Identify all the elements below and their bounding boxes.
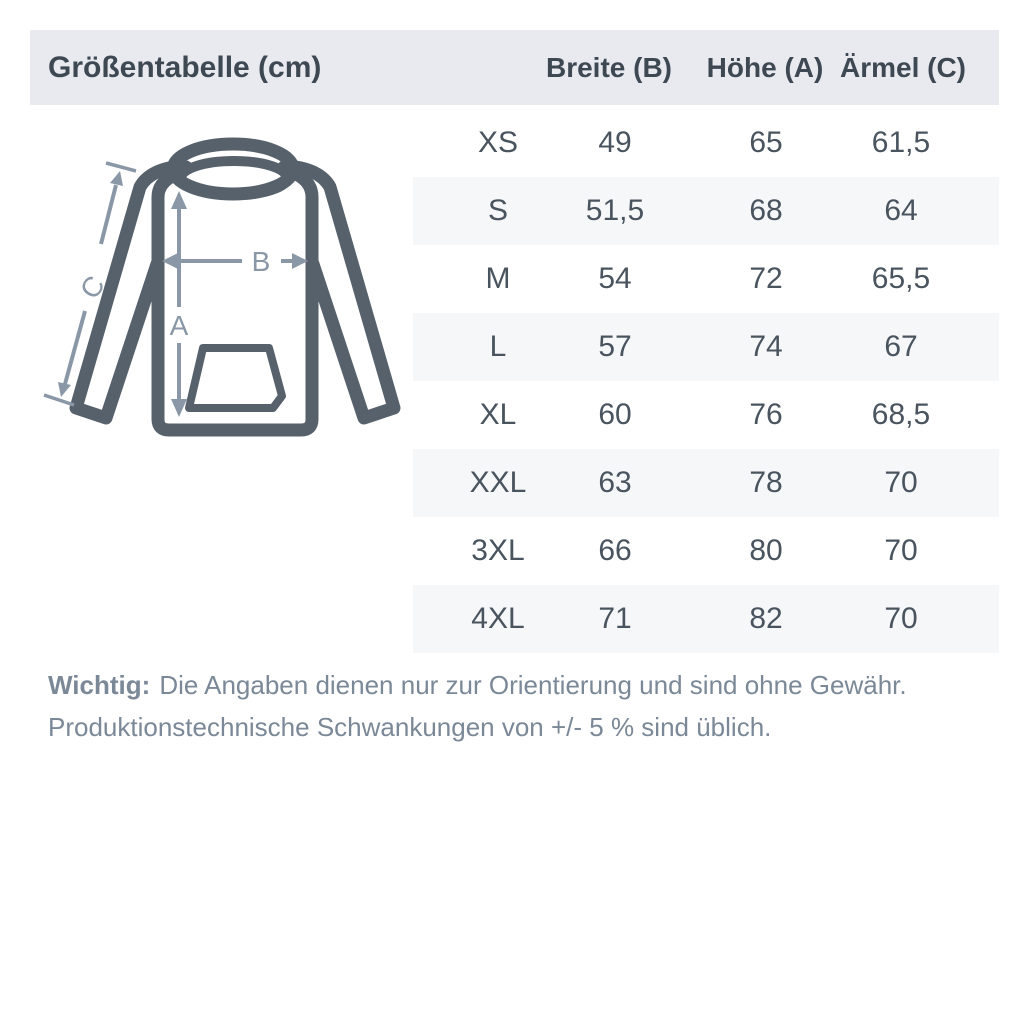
table-row-xxl bbox=[413, 449, 999, 517]
hoodie-right-sleeve bbox=[288, 166, 394, 418]
table-row-l bbox=[413, 313, 999, 381]
size-cell: XXL bbox=[469, 466, 527, 499]
disclaimer-line1: Die Angaben dienen nur zur Orientierung und sind ohne Gewähr. bbox=[159, 670, 907, 700]
aermel-cell: 64 bbox=[884, 194, 918, 227]
size-cell: XL bbox=[479, 398, 517, 431]
table-row-4xl bbox=[413, 585, 999, 653]
dimension-arrow-a bbox=[170, 191, 189, 417]
disclaimer-line2: Produktionstechnische Schwankungen von +/- 5 % sind üblich. bbox=[48, 712, 772, 742]
size-cell: S bbox=[487, 194, 509, 227]
disclaimer-note bbox=[48, 664, 988, 748]
disclaimer-bold-label: Wichtig: bbox=[48, 670, 151, 700]
column-header-breite: Breite (B) bbox=[545, 52, 673, 83]
column-header-aermel: Ärmel (C) bbox=[839, 52, 967, 83]
page-title: Größentabelle (cm) bbox=[48, 51, 322, 84]
breite-cell: 66 bbox=[598, 534, 632, 567]
column-header-hoehe: Höhe (A) bbox=[706, 52, 824, 83]
size-cell: 4XL bbox=[471, 602, 525, 635]
breite-cell: 51,5 bbox=[585, 194, 645, 227]
aermel-cell: 70 bbox=[884, 602, 918, 635]
size-cell: M bbox=[485, 262, 511, 295]
hoodie-measurement-diagram bbox=[40, 125, 408, 447]
aermel-cell: 68,5 bbox=[871, 398, 931, 431]
dimension-label-a: A bbox=[169, 310, 189, 341]
hoehe-cell: 76 bbox=[749, 398, 783, 431]
size-table bbox=[413, 109, 999, 653]
breite-cell: 60 bbox=[598, 398, 632, 431]
breite-cell: 49 bbox=[598, 126, 632, 159]
size-cell: 3XL bbox=[471, 534, 525, 567]
hoehe-cell: 72 bbox=[749, 262, 783, 295]
hoehe-cell: 82 bbox=[749, 602, 783, 635]
table-row-3xl bbox=[413, 517, 999, 585]
table-row-m bbox=[413, 245, 999, 313]
hoehe-cell: 74 bbox=[749, 330, 783, 363]
table-row-s bbox=[413, 177, 999, 245]
dimension-arrow-b bbox=[162, 246, 308, 277]
dimension-label-c: C bbox=[73, 270, 111, 305]
aermel-cell: 65,5 bbox=[871, 262, 931, 295]
hoehe-cell: 65 bbox=[749, 126, 783, 159]
size-cell: L bbox=[489, 330, 507, 363]
breite-cell: 63 bbox=[598, 466, 632, 499]
breite-cell: 57 bbox=[598, 330, 632, 363]
aermel-cell: 67 bbox=[884, 330, 918, 363]
size-cell: XS bbox=[477, 126, 519, 159]
table-row-xs bbox=[413, 109, 999, 177]
hoehe-cell: 78 bbox=[749, 466, 783, 499]
hoodie-pocket bbox=[189, 348, 282, 408]
breite-cell: 54 bbox=[598, 262, 632, 295]
table-row-xl bbox=[413, 381, 999, 449]
size-chart-header bbox=[30, 30, 999, 105]
breite-cell: 71 bbox=[598, 602, 632, 635]
dimension-label-b: B bbox=[251, 246, 271, 277]
hoehe-cell: 80 bbox=[749, 534, 783, 567]
aermel-cell: 61,5 bbox=[871, 126, 931, 159]
aermel-cell: 70 bbox=[884, 534, 918, 567]
hoehe-cell: 68 bbox=[749, 194, 783, 227]
aermel-cell: 70 bbox=[884, 466, 918, 499]
